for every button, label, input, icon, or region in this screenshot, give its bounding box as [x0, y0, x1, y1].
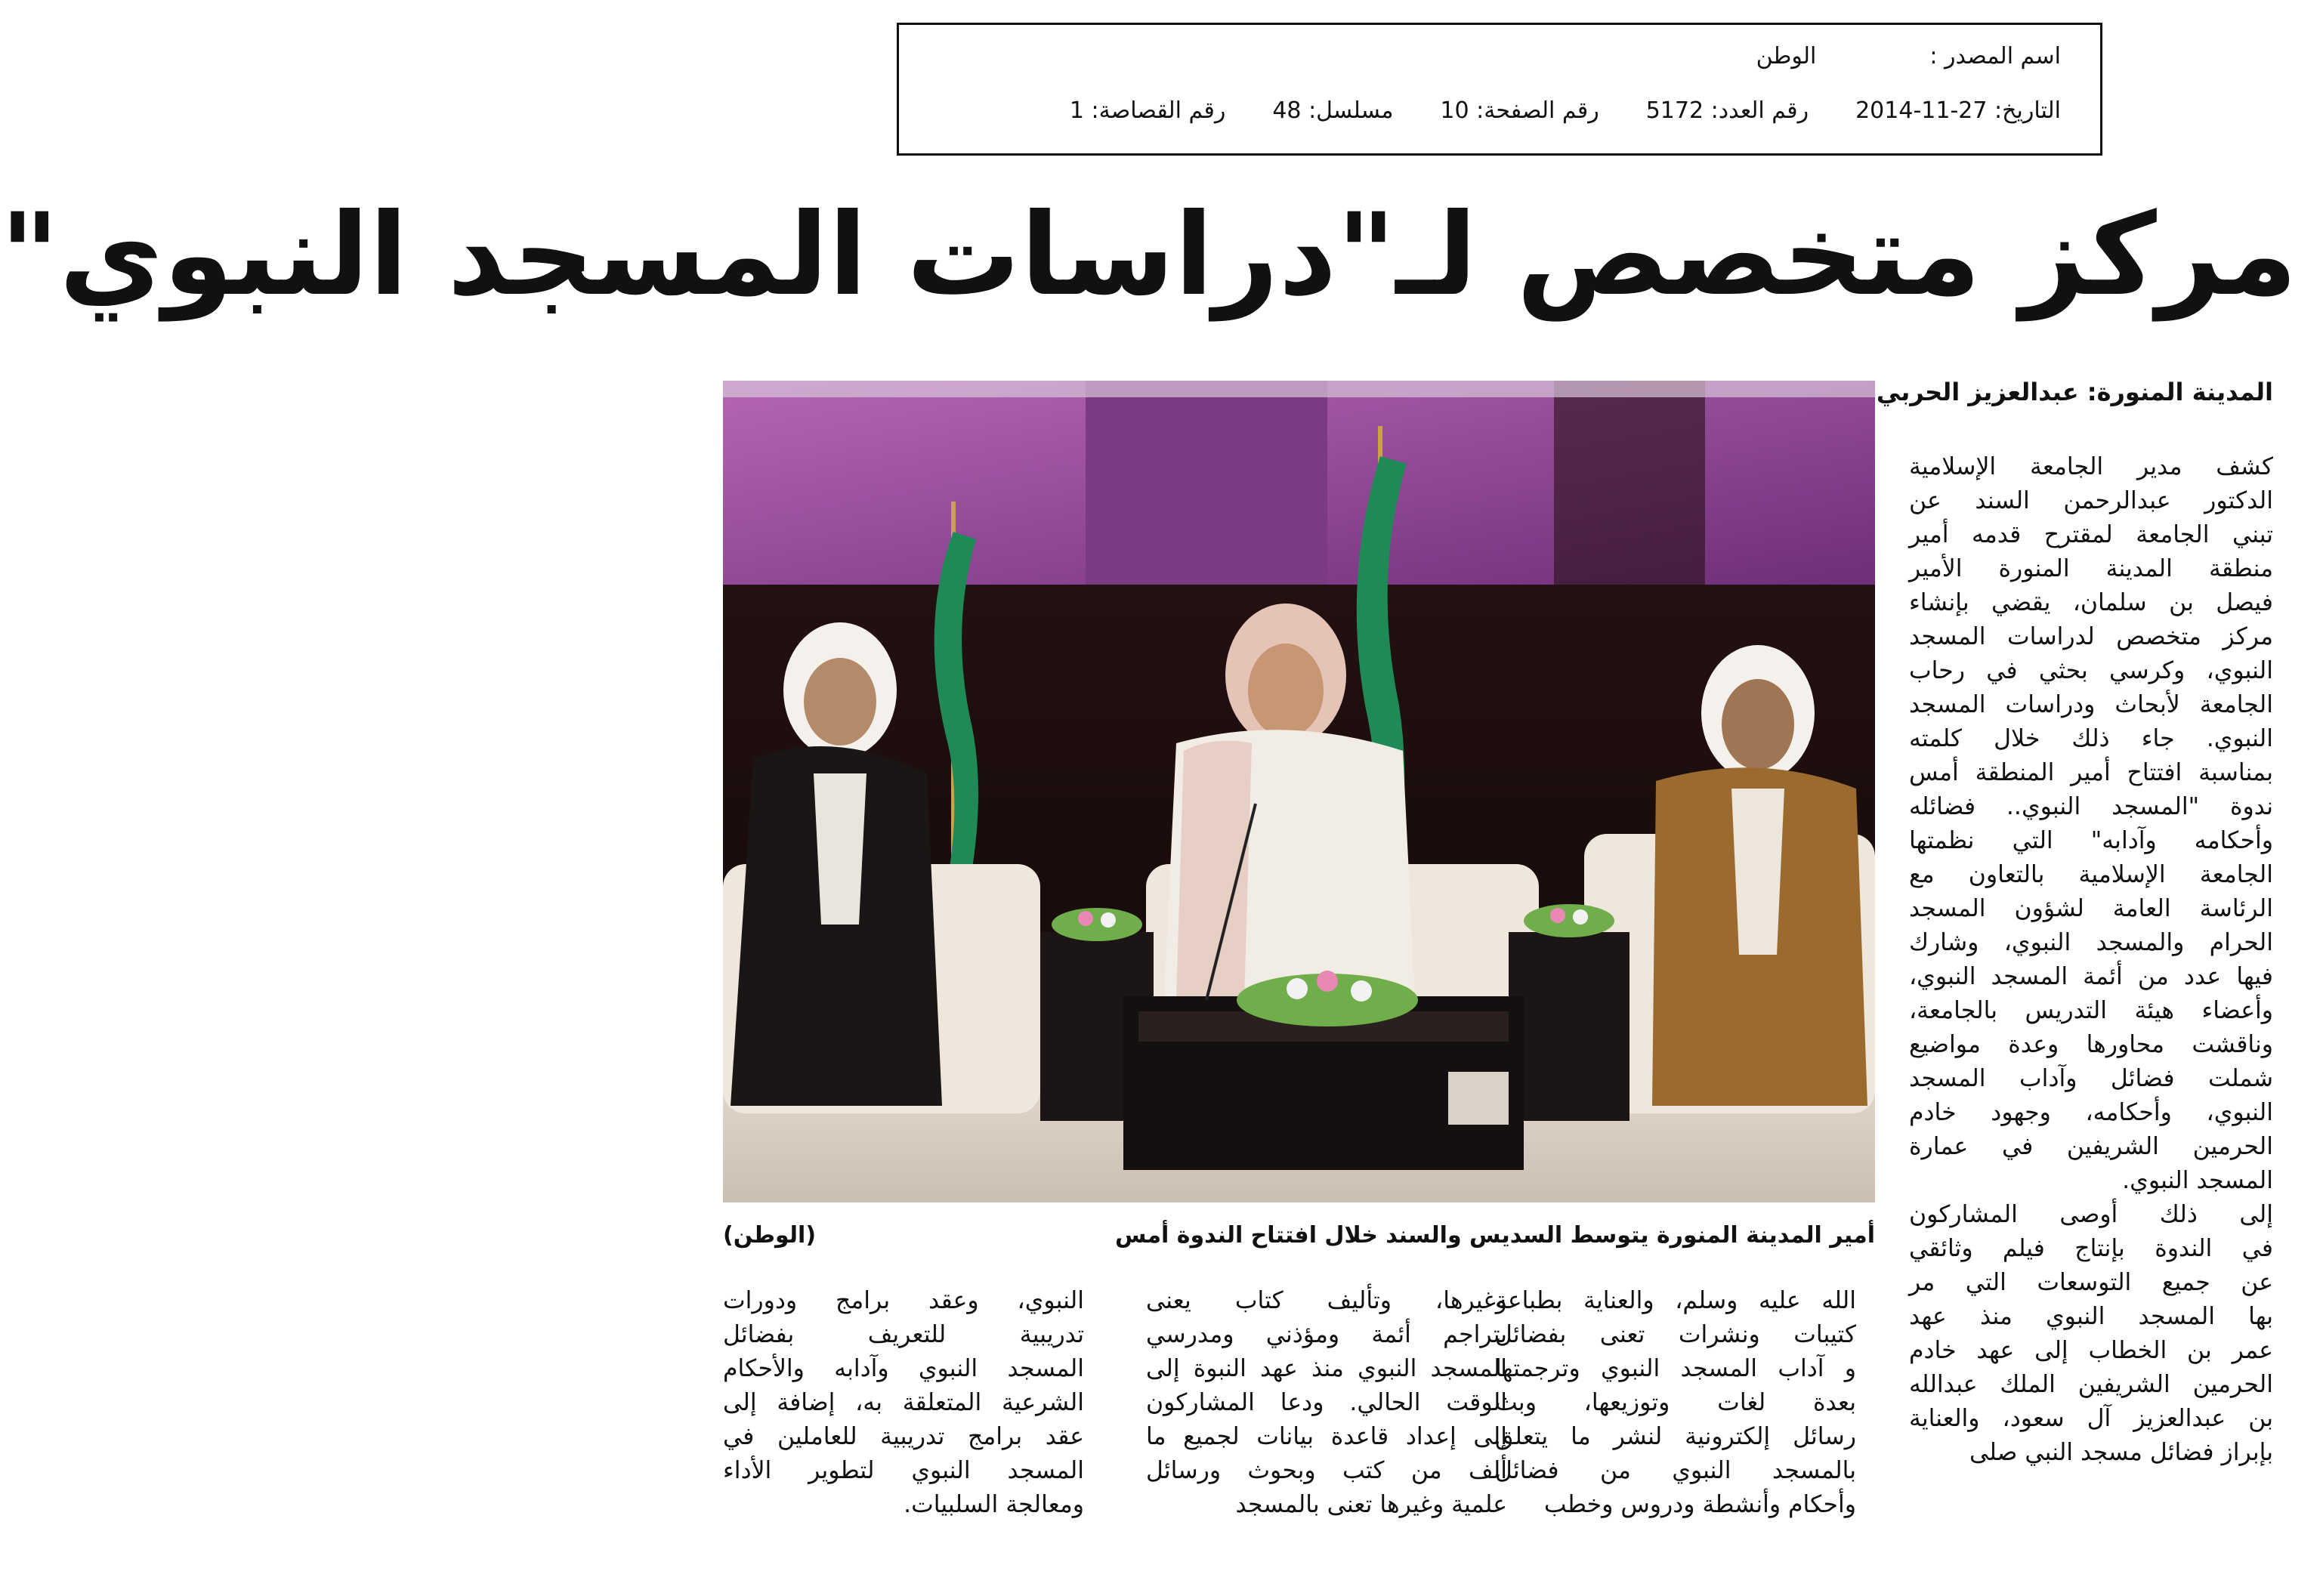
- article-line: فيصل بن سلمان، يقضي بإنشاء: [1909, 589, 2273, 616]
- article-line: المسجد النبوي.: [2122, 1167, 2273, 1194]
- article-line: ومعالجة السلبيات.: [904, 1491, 1084, 1518]
- byline: المدينة المنورة: عبدالعزيز الحربي: [1876, 378, 2273, 406]
- article-line: الله عليه وسلم، والعناية بطباعة: [1495, 1287, 1856, 1314]
- issue-field: رقم العدد: 5172: [1645, 97, 1809, 124]
- article-line: منطقة المدينة المنورة الأمير: [1909, 555, 2273, 582]
- article-line: الشرعية المتعلقة به، إضافة إلى: [723, 1389, 1084, 1416]
- article-line: بها المسجد النبوي منذ عهد: [1909, 1303, 2273, 1330]
- article-line: تبني الجامعة لمقترح قدمه أمير: [1909, 521, 2273, 548]
- article-column-right: [1909, 450, 2273, 1470]
- article-line: عن جميع التوسعات التي مر: [1909, 1269, 2273, 1296]
- source-value: الوطن: [1756, 43, 1817, 69]
- source-line: [1756, 43, 2061, 69]
- article-line: النبوي، وأحكامه، وجهود خادم: [1909, 1099, 2273, 1126]
- article-line: في الندوة بإنتاج فيلم وثائقي: [1909, 1235, 2273, 1262]
- article-line: تدريبية للتعريف بفضائل: [723, 1321, 1084, 1348]
- article-line: النبوي. جاء ذلك خلال كلمته: [1909, 725, 2273, 752]
- article-line: عقد برامج تدريبية للعاملين في: [723, 1423, 1084, 1450]
- photo-illustration: [723, 381, 1875, 1202]
- details-line: [1070, 97, 2061, 124]
- article-line: الحرمين الشريفين الملك عبدالله: [1909, 1371, 2273, 1398]
- article-line: بن عبدالعزيز آل سعود، والعناية: [1909, 1405, 2273, 1432]
- article-line: إلى ذلك أوصى المشاركون: [1909, 1201, 2273, 1228]
- article-line: ندوة "المسجد النبوي.. فضائله: [1909, 793, 2273, 820]
- article-line: بتراجم أئمة ومؤذني ومدرسي: [1146, 1321, 1507, 1348]
- article-line: رسائل إلكترونية لنشر ما يتعلق: [1495, 1423, 1856, 1450]
- article-line: مركز متخصص لدراسات المسجد: [1909, 623, 2273, 650]
- article-line: النبوي، وكرسي بحثي في رحاب: [1909, 657, 2273, 684]
- article-line: عمر بن الخطاب إلى عهد خادم: [1909, 1337, 2273, 1364]
- article-line: وغيرها، وتأليف كتاب يعنى: [1146, 1287, 1507, 1314]
- article-photo: [723, 381, 1875, 1202]
- article-line: بالمسجد النبوي من فضائل: [1495, 1457, 1856, 1484]
- article-column-3: [1146, 1284, 1507, 1522]
- article-column-4: [723, 1284, 1084, 1522]
- article-line: وناقشت محاورها وعدة مواضيع: [1909, 1031, 2273, 1058]
- article-line: إلى إعداد قاعدة بيانات لجميع ما: [1146, 1423, 1507, 1450]
- source-info-box: [897, 23, 2102, 156]
- article-line: الحرمين الشريفين في عمارة: [1909, 1133, 2273, 1160]
- article-line: بمناسبة افتتاح أمير المنطقة أمس: [1909, 759, 2273, 786]
- source-label: اسم المصدر :: [1929, 43, 2061, 69]
- article-line: النبوي، وعقد برامج ودورات: [723, 1287, 1084, 1314]
- article-column-2: [1495, 1284, 1856, 1522]
- article-line: الرئاسة العامة لشؤون المسجد: [1909, 895, 2273, 922]
- article-line: ألف من كتب وبحوث ورسائل: [1146, 1457, 1507, 1484]
- article-line: الدكتور عبدالرحمن السند عن: [1909, 487, 2273, 514]
- article-line: كشف مدير الجامعة الإسلامية: [1909, 453, 2273, 480]
- article-line: الوقت الحالي. ودعا المشاركون: [1146, 1389, 1507, 1416]
- article-line: الحرام والمسجد النبوي، وشارك: [1909, 929, 2273, 956]
- article-line: بعدة لغات وتوزيعها، وبث: [1495, 1389, 1856, 1416]
- article-line: المسجد النبوي لتطوير الأداء: [723, 1457, 1084, 1484]
- date-field: التاريخ: 27-11-2014: [1855, 97, 2061, 124]
- photo-caption: [723, 1222, 1875, 1255]
- article-line: المسجد النبوي وآدابه والأحكام: [723, 1355, 1084, 1382]
- article-line: فيها عدد من أئمة المسجد النبوي،: [1909, 963, 2273, 990]
- clip-field: رقم القصاصة: 1: [1069, 97, 1226, 124]
- article-line: وأعضاء هيئة التدريس بالجامعة،: [1909, 997, 2273, 1024]
- article-line: بإبراز فضائل مسجد النبي صلى: [1969, 1439, 2273, 1466]
- article-headline: مركز متخصص لـ"دراسات المسجد النبوي": [0, 190, 2297, 321]
- article-line: و آداب المسجد النبوي وترجمتها: [1495, 1355, 1856, 1382]
- article-line: وأحكامه وآدابه" التي نظمتها: [1909, 827, 2273, 854]
- caption-credit: (الوطن): [723, 1222, 817, 1249]
- article-line: علمية وغيرها تعنى بالمسجد: [1235, 1491, 1507, 1518]
- article-line: وأحكام وأنشطة ودروس وخطب: [1543, 1491, 1856, 1518]
- caption-text: أمير المدينة المنورة يتوسط السديس والسند خلال افتتاح الندوة أمس: [1115, 1222, 1875, 1249]
- page-field: رقم الصفحة: 10: [1440, 97, 1599, 124]
- article-line: الجامعة لأبحاث ودراسات المسجد: [1909, 691, 2273, 718]
- article-line: المسجد النبوي منذ عهد النبوة إلى: [1146, 1355, 1507, 1382]
- serial-field: مسلسل: 48: [1272, 97, 1394, 124]
- article-line: الجامعة الإسلامية بالتعاون مع: [1909, 861, 2273, 888]
- article-line: شملت فضائل وآداب المسجد: [1909, 1065, 2273, 1092]
- article-line: كتيبات ونشرات تعنى بفضائل: [1495, 1321, 1856, 1348]
